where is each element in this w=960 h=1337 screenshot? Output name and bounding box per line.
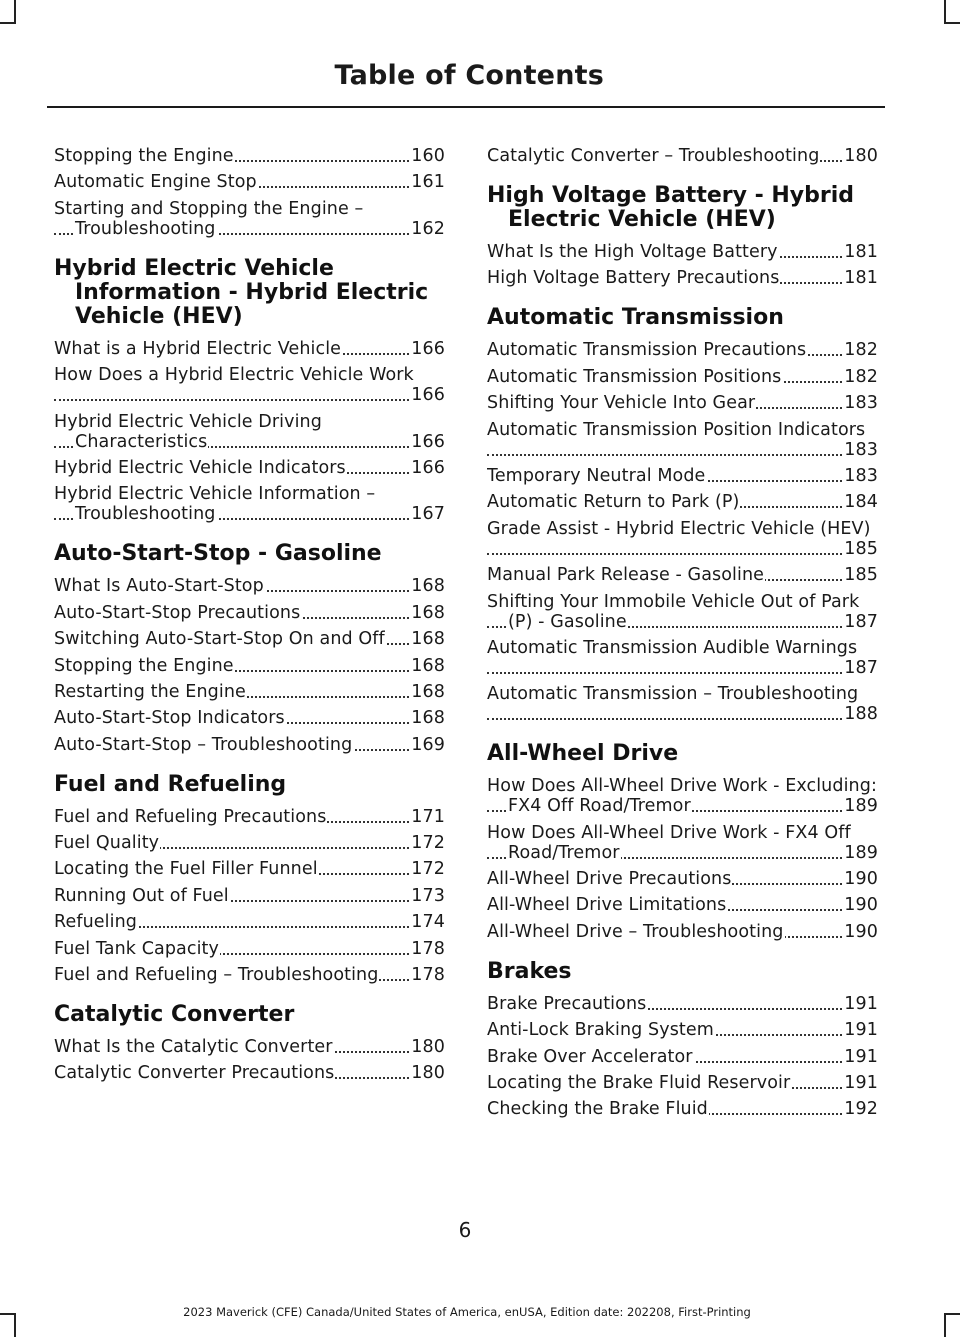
- toc-entry[interactable]: [54, 912, 445, 932]
- toc-entry-page: 191: [844, 993, 878, 1014]
- toc-entry-page: 180: [844, 146, 878, 166]
- toc-entry-title: Automatic Transmission Position Indicators: [487, 419, 866, 440]
- toc-entry-page: 167: [411, 504, 445, 525]
- toc-entry[interactable]: [54, 146, 445, 166]
- toc-entry-title: Fuel Tank Capacity: [54, 938, 219, 959]
- toc-entry[interactable]: [487, 1073, 878, 1093]
- toc-entry[interactable]: [54, 886, 445, 906]
- toc-entry[interactable]: [487, 242, 878, 262]
- toc-section-heading: High Voltage Battery - Hybrid Electric Vehicle (HEV): [487, 183, 855, 232]
- crop-mark: [944, 1313, 960, 1315]
- toc-entry-title: Catalytic Converter – Troubleshooting: [487, 146, 820, 166]
- toc-entry-page: 183: [844, 393, 878, 414]
- toc-right-column: [487, 146, 878, 1126]
- toc-entry-page: 184: [844, 492, 878, 513]
- toc-entry-title: Shifting Your Vehicle Into Gear: [487, 393, 756, 414]
- page-title: Table of Contents: [334, 60, 604, 91]
- toc-entry[interactable]: [487, 1047, 878, 1067]
- crop-mark: [14, 0, 16, 24]
- toc-entry-page: 161: [411, 172, 445, 193]
- toc-entry-page: 187: [844, 611, 878, 632]
- toc-entry[interactable]: [54, 1037, 445, 1057]
- toc-section-heading: All-Wheel Drive: [487, 741, 679, 767]
- crop-mark: [944, 0, 946, 24]
- toc-entry-title: What Is the Catalytic Converter: [54, 1037, 333, 1058]
- toc-entry[interactable]: [487, 1099, 878, 1119]
- toc-entry-title: Temporary Neutral Mode: [487, 465, 706, 486]
- toc-section-heading: Hybrid Electric Vehicle Information - Hybrid Electric Vehicle (HEV): [54, 255, 429, 329]
- toc-entry[interactable]: [54, 412, 445, 452]
- toc-entry-page: 169: [411, 734, 445, 755]
- crop-mark: [944, 1313, 946, 1337]
- toc-entry-title: High Voltage Battery Precautions: [487, 268, 780, 289]
- toc-entry-title: All-Wheel Drive – Troubleshooting: [487, 921, 784, 942]
- dot-leader: [487, 553, 878, 555]
- toc-entry[interactable]: [487, 895, 878, 915]
- toc-section-heading: Automatic Transmission: [487, 305, 784, 331]
- toc-entry-title: Anti-Lock Braking System: [487, 1020, 714, 1041]
- toc-entry-page: 189: [844, 796, 878, 817]
- toc-entry-page: 168: [411, 708, 445, 729]
- toc-entry-page: 191: [844, 1073, 878, 1094]
- toc-entry-title: How Does All-Wheel Drive Work - FX4 Off Road/Tremor: [487, 822, 851, 863]
- toc-entry-page: 178: [411, 965, 445, 986]
- toc-entry-title: Checking the Brake Fluid: [487, 1099, 708, 1120]
- toc-entry-page: 166: [411, 457, 445, 478]
- toc-entry-page: 192: [844, 1099, 878, 1120]
- toc-entry[interactable]: [54, 172, 445, 192]
- toc-entry-page: 168: [411, 629, 445, 650]
- toc-entry-page: 172: [411, 859, 445, 880]
- toc-entry-page: 182: [844, 366, 878, 387]
- toc-entry-page: 168: [411, 681, 445, 702]
- toc-entry-page: 190: [844, 869, 878, 890]
- toc-entry-title: Automatic Transmission Precautions: [487, 340, 807, 361]
- page-number: 6: [458, 1218, 472, 1242]
- toc-entry-title: Shifting Your Immobile Vehicle Out of Park (P) - Gasoline: [487, 591, 860, 632]
- toc-entry-title: Manual Park Release - Gasoline: [487, 565, 765, 586]
- toc-entry-page: 191: [844, 1046, 878, 1067]
- dot-leader: [487, 454, 878, 456]
- toc-entry-title: Switching Auto-Start-Stop On and Off: [54, 629, 385, 650]
- toc-entry-title: Stopping the Engine: [54, 655, 234, 676]
- toc-entry[interactable]: [487, 268, 878, 288]
- toc-entry-page: 168: [411, 655, 445, 676]
- toc-entry-title: Starting and Stopping the Engine – Troubleshooting: [54, 198, 364, 239]
- toc-entry[interactable]: [487, 340, 878, 360]
- toc-entry[interactable]: [54, 629, 445, 649]
- toc-entry[interactable]: [54, 484, 445, 524]
- toc-entry[interactable]: [54, 458, 445, 478]
- toc-entry[interactable]: [487, 592, 878, 632]
- toc-entry-page: 173: [411, 885, 445, 906]
- toc-entry-page: 181: [844, 242, 878, 262]
- toc-entry-page: 187: [844, 657, 878, 678]
- toc-entry-title: Automatic Engine Stop: [54, 172, 257, 193]
- toc-entry-title: Locating the Brake Fluid Reservoir: [487, 1073, 791, 1094]
- dot-leader: [487, 718, 878, 720]
- toc-section-heading: Catalytic Converter: [54, 1002, 295, 1028]
- toc-entry-title: What is a Hybrid Electric Vehicle: [54, 338, 342, 359]
- toc-entry-page: 190: [844, 895, 878, 916]
- toc-entry-page: 166: [411, 431, 445, 452]
- toc-entry[interactable]: [487, 776, 878, 816]
- toc-entry[interactable]: [54, 199, 445, 239]
- toc-entry-page: 166: [411, 385, 445, 406]
- toc-entry[interactable]: [54, 708, 445, 728]
- toc-entry-title: Hybrid Electric Vehicle Information – Troubleshooting: [54, 484, 376, 525]
- toc-entry-title: All-Wheel Drive Limitations: [487, 895, 727, 916]
- footer-text: 2023 Maverick (CFE) Canada/United States of America, enUSA, Edition date: 202208, First-Printing: [183, 1305, 751, 1319]
- toc-entry-title: Auto-Start-Stop Indicators: [54, 708, 285, 729]
- toc-entry[interactable]: [487, 420, 878, 460]
- crop-mark: [0, 22, 16, 24]
- toc-entry-page: 183: [844, 465, 878, 486]
- toc-entry-title: All-Wheel Drive Precautions: [487, 869, 732, 890]
- toc-entry-title: Automatic Transmission – Troubleshooting: [487, 684, 859, 705]
- toc-entry[interactable]: [487, 393, 878, 413]
- toc-entry[interactable]: [54, 939, 445, 959]
- toc-entry-title: Fuel and Refueling – Troubleshooting: [54, 965, 379, 986]
- toc-entry[interactable]: [54, 365, 445, 405]
- toc-entry-page: 166: [411, 338, 445, 359]
- toc-entry[interactable]: [54, 656, 445, 676]
- toc-entry[interactable]: [54, 576, 445, 596]
- toc-entry-page: 185: [844, 565, 878, 586]
- toc-entry[interactable]: [487, 466, 878, 486]
- toc-left-column: [54, 146, 445, 1090]
- toc-entry-page: 168: [411, 576, 445, 597]
- toc-entry-title: How Does a Hybrid Electric Vehicle Work: [54, 365, 414, 386]
- toc-entry-page: 162: [411, 218, 445, 239]
- toc-entry-title: Hybrid Electric Vehicle Driving Characteristics: [54, 411, 322, 452]
- toc-entry[interactable]: [487, 492, 878, 512]
- toc-entry-title: Brake Over Accelerator: [487, 1046, 693, 1067]
- toc-entry[interactable]: [487, 519, 878, 559]
- toc-entry-page: 180: [411, 1063, 445, 1084]
- toc-entry-page: 171: [411, 806, 445, 827]
- toc-entry-title: Auto-Start-Stop Precautions: [54, 602, 301, 623]
- toc-entry[interactable]: [487, 1020, 878, 1040]
- toc-entry[interactable]: [54, 807, 445, 827]
- toc-entry-title: Locating the Fuel Filler Funnel: [54, 859, 318, 880]
- toc-entry-title: Automatic Transmission Positions: [487, 366, 782, 387]
- toc-entry[interactable]: [487, 823, 878, 863]
- toc-section-heading: Fuel and Refueling: [54, 771, 287, 797]
- toc-entry-title: Fuel and Refueling Precautions: [54, 806, 327, 827]
- toc-entry-page: 178: [411, 938, 445, 959]
- toc-entry[interactable]: [487, 922, 878, 942]
- toc-entry[interactable]: [487, 638, 878, 678]
- toc-entry-page: 180: [411, 1037, 445, 1058]
- toc-entry[interactable]: [54, 682, 445, 702]
- toc-entry-page: 191: [844, 1020, 878, 1041]
- toc-entry-title: Grade Assist - Hybrid Electric Vehicle (HEV): [487, 518, 871, 539]
- toc-entry[interactable]: [487, 869, 878, 889]
- toc-entry[interactable]: [54, 735, 445, 755]
- toc-entry-title: Refueling: [54, 912, 137, 933]
- toc-entry-title: Catalytic Converter Precautions: [54, 1063, 335, 1084]
- toc-entry-title: How Does All-Wheel Drive Work - Excluding: FX4 Off Road/Tremor: [487, 776, 877, 817]
- toc-section-heading: Auto-Start-Stop - Gasoline: [54, 541, 382, 567]
- toc-entry[interactable]: [54, 859, 445, 879]
- toc-entry-page: 174: [411, 912, 445, 933]
- toc-entry-title: Running Out of Fuel: [54, 885, 229, 906]
- toc-entry-title: What Is the High Voltage Battery: [487, 242, 778, 262]
- toc-entry[interactable]: [54, 833, 445, 853]
- toc-entry[interactable]: [54, 1063, 445, 1083]
- toc-entry-page: 182: [844, 340, 878, 361]
- toc-entry-page: 185: [844, 538, 878, 559]
- dot-leader: [487, 672, 878, 674]
- toc-entry[interactable]: [487, 684, 878, 724]
- toc-entry-page: 181: [844, 268, 878, 289]
- toc-entry-page: 160: [411, 146, 445, 166]
- crop-mark: [944, 22, 960, 24]
- toc-entry-page: 183: [844, 439, 878, 460]
- toc-entry-title: Automatic Return to Park (P): [487, 492, 740, 513]
- toc-entry-page: 172: [411, 833, 445, 854]
- toc-entry[interactable]: [487, 367, 878, 387]
- toc-entry-title: Stopping the Engine: [54, 146, 234, 166]
- toc-entry[interactable]: [54, 965, 445, 985]
- toc-entry[interactable]: [487, 565, 878, 585]
- toc-entry-page: 189: [844, 842, 878, 863]
- toc-section-heading: Brakes: [487, 958, 572, 984]
- toc-entry-page: 188: [844, 704, 878, 725]
- toc-entry[interactable]: [54, 339, 445, 359]
- toc-entry-title: Brake Precautions: [487, 993, 647, 1014]
- toc-entry-title: Auto-Start-Stop – Troubleshooting: [54, 734, 353, 755]
- toc-entry-title: Hybrid Electric Vehicle Indicators: [54, 457, 346, 478]
- toc-entry-title: What Is Auto-Start-Stop: [54, 576, 264, 597]
- toc-entry-title: Fuel Quality: [54, 833, 160, 854]
- toc-entry-title: Restarting the Engine: [54, 681, 246, 702]
- toc-entry-page: 168: [411, 602, 445, 623]
- header-divider: [47, 106, 885, 108]
- dot-leader: [54, 399, 445, 401]
- toc-entry-page: 190: [844, 921, 878, 942]
- toc-entry[interactable]: [487, 994, 878, 1014]
- toc-entry-title: Automatic Transmission Audible Warnings: [487, 637, 858, 658]
- toc-entry[interactable]: [54, 603, 445, 623]
- toc-entry[interactable]: [487, 146, 878, 166]
